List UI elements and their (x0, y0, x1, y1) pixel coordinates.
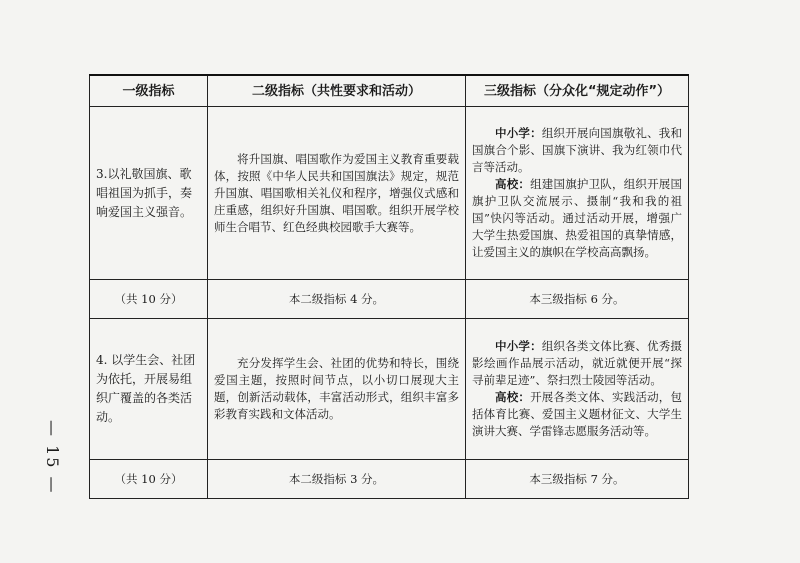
level3-score: 本三级指标 6 分。 (466, 280, 689, 319)
header-level2: 二级指标（共性要求和活动） (208, 75, 466, 107)
college-text: 组建国旗护卫队，组织开展国旗护卫队交流展示、摄制“我和我的祖国”快闪等活动。通过活动开展，增强广大学生热爱国旗、热爱祖国的真挚情感，让爱国主义的旗帜在学校高高飘扬。 (472, 177, 683, 259)
level3-primary (472, 125, 682, 176)
level1-cell (90, 319, 208, 460)
total-score: （共 10 分） (90, 460, 208, 499)
level2-cell (208, 319, 466, 460)
score-row (90, 280, 689, 319)
college-label: 高校： (495, 177, 531, 191)
level2-text: 将升国旗、唱国歌作为爱国主义教育重要载体，按照《中华人民共和国国旗法》规定，规范升国旗、唱国歌相关礼仪和程序，增强仪式感和庄重感，组织好升国旗、唱国歌。组织开展学校师生合唱节、红色经典校园歌手大赛等。 (214, 151, 459, 234)
level3-score: 本三级指标 7 分。 (466, 460, 689, 499)
level3-primary (472, 338, 682, 389)
indicator-table (89, 74, 689, 499)
header-level1: 一级指标 (90, 75, 208, 107)
level3-cell (466, 107, 689, 280)
table-row (90, 319, 689, 460)
college-text: 开展各类文体、实践活动，包括体育比赛、爱国主义题材征文、大学生演讲大赛、学雷锋志愿服务活动等。 (472, 390, 683, 438)
level2-cell (208, 107, 466, 280)
table-header-row (90, 75, 689, 107)
level1-text: 4. 以学生会、社团为依托，开展易组织广覆盖的各类活动。 (96, 353, 196, 424)
level3-college (472, 176, 682, 261)
page-number: — 15 — (43, 420, 62, 495)
table-row (90, 107, 689, 280)
primary-label: 中小学： (495, 126, 542, 140)
level2-text: 充分发挥学生会、社团的优势和特长，围绕爱国主题，按照时间节点，以小切口展现大主题，创新活动载体，丰富活动形式，组织丰富多彩教育实践和文体活动。 (214, 356, 459, 421)
header-level3: 三级指标（分众化“规定动作”） (466, 75, 689, 107)
primary-text: 组织开展向国旗敬礼、我和国旗合个影、国旗下演讲、我为红领巾代言等活动。 (472, 126, 683, 174)
score-row (90, 460, 689, 499)
level1-cell (90, 107, 208, 280)
level2-score: 本二级指标 4 分。 (208, 280, 466, 319)
primary-label: 中小学： (495, 339, 542, 353)
level3-cell (466, 319, 689, 460)
primary-text: 组织各类文体比赛、优秀摄影绘画作品展示活动，就近就便开展“探寻前辈足迹”、祭扫烈士陵园等活动。 (472, 339, 683, 387)
level1-text: 3.以礼敬国旗、歌唱祖国为抓手，奏响爱国主义强音。 (96, 166, 193, 219)
level2-score: 本二级指标 3 分。 (208, 460, 466, 499)
level3-college (472, 389, 682, 440)
college-label: 高校： (495, 390, 531, 404)
total-score: （共 10 分） (90, 280, 208, 319)
